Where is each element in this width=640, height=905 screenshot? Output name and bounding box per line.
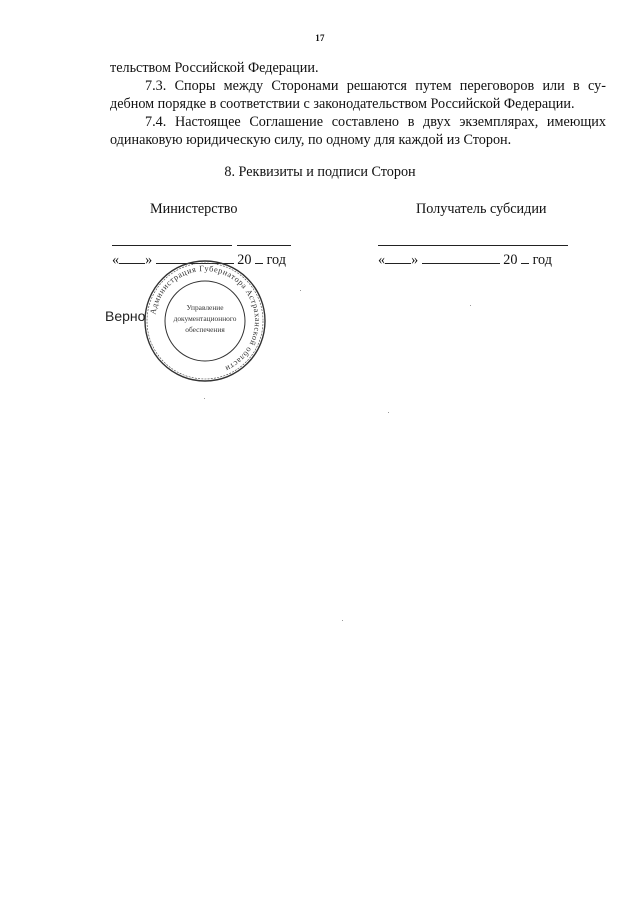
date-close-quote: » <box>145 252 153 268</box>
official-seal <box>143 259 267 383</box>
day-blank <box>119 251 145 264</box>
paragraph-7-4-line-1: 7.4. Настоящее Соглашение составлено в двух экземплярах, имеющих <box>145 114 606 130</box>
party-label-recipient: Получатель субсидии <box>416 201 547 217</box>
date-row-recipient <box>378 251 552 269</box>
scan-speck <box>300 290 301 291</box>
body-text <box>110 59 606 149</box>
date-open-quote: « <box>112 252 120 268</box>
year-blank <box>521 251 529 264</box>
party-label-ministry: Министерство <box>150 201 238 217</box>
seal-inner-line-3: обеспечения <box>185 325 225 334</box>
year-suffix: год <box>266 252 286 268</box>
paragraph-7-3-line-2: дебном порядке в соответствии с законодательством Российской Федерации. <box>110 96 575 112</box>
paragraph-7-3-line-1: 7.3. Споры между Сторонами решаются путем переговоров или в су- <box>145 78 606 94</box>
day-blank <box>385 251 411 264</box>
section-title: 8. Реквизиты и подписи Сторон <box>224 164 416 180</box>
scan-speck <box>470 305 471 306</box>
year-prefix: 20 <box>503 252 518 268</box>
date-close-quote: » <box>411 252 419 268</box>
seal-inner-line-1: Управление <box>186 303 224 312</box>
seal-inner-line-2: документационного <box>173 314 237 323</box>
year-prefix: 20 <box>237 252 252 268</box>
signature-line-ministry <box>112 245 232 246</box>
scan-speck <box>204 398 205 399</box>
paragraph-continuation: тельством Российской Федерации. <box>110 60 319 76</box>
date-open-quote: « <box>378 252 386 268</box>
page-number: 17 <box>315 33 325 43</box>
month-blank <box>422 251 500 264</box>
signature-line-recipient <box>378 245 568 246</box>
seal-outer-text: Администрация Губернатора Астраханской области <box>148 263 263 374</box>
scan-speck <box>342 620 343 621</box>
year-suffix: год <box>532 252 552 268</box>
signature-name-line-ministry <box>237 245 291 246</box>
verno-label: Верно <box>105 308 146 324</box>
scan-speck <box>388 412 389 413</box>
paragraph-7-4-line-2: одинаковую юридическую силу, по одному для каждой из Сторон. <box>110 132 512 148</box>
